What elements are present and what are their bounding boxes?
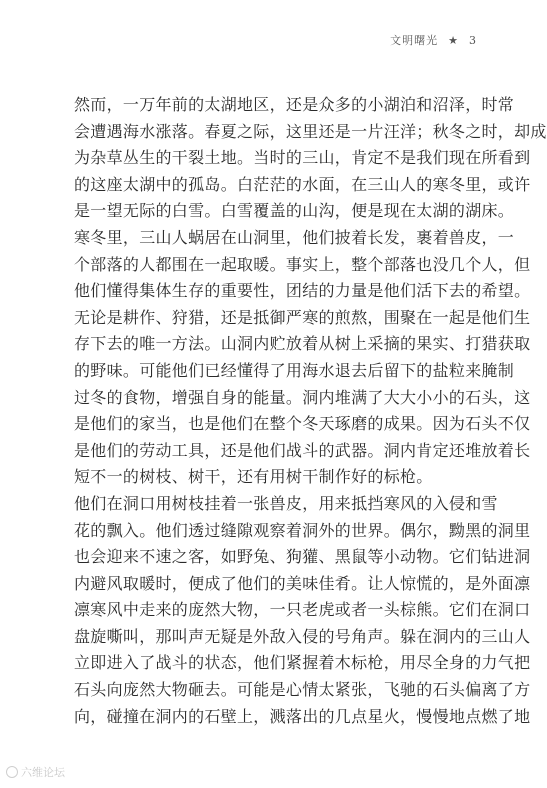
chapter-title: 文明曙光 [390, 34, 439, 47]
text-line: 是一望无际的白雪。白雪覆盖的山沟，便是现在太湖的湖床。 [74, 201, 515, 221]
text-line: 他们在洞口用树枝挂着一张兽皮，用来抵挡寒风的入侵和雪 [74, 493, 498, 513]
text-line: 个部落的人都围在一起取暖。事实上，整个部落也没几个人，但 [74, 254, 531, 274]
text-line: 内避风取暖时，便成了他们的美味佳肴。让人惊慌的，是外面凛 [74, 573, 531, 593]
text-line: 是他们的家当，也是他们在整个冬天琢磨的成果。因为石头不仅 [74, 414, 531, 434]
text-line: 短不一的树枝、树干，还有用树干制作好的标枪。 [74, 467, 433, 487]
text-line: 过冬的食物，增强自身的能量。洞内堆满了大大小小的石头，这 [74, 387, 531, 407]
star-separator-icon: ★ [448, 33, 459, 47]
paragraph-3 [74, 491, 531, 730]
text-line: 存下去的唯一方法。山洞内贮放着从树上采摘的果实、打猎获取 [74, 334, 531, 354]
text-line: 盘旋嘶叫，那叫声无疑是外敌入侵的号角声。躲在洞内的三山人 [74, 626, 531, 646]
text-line: 为杂草丛生的干裂土地。当时的三山，肯定不是我们现在所看到 [74, 148, 531, 168]
watermark-logo-icon [6, 766, 18, 778]
paragraph-1 [74, 92, 547, 225]
text-line: 凛寒风中走来的庞然大物，一只老虎或者一头棕熊。它们在洞口 [74, 600, 531, 620]
page-number: 3 [469, 33, 477, 47]
body-text [74, 92, 547, 730]
watermark-text: 六维论坛 [21, 766, 65, 779]
text-line: 石头向庞然大物砸去。可能是心情太紧张，飞驰的石头偏离了方 [74, 680, 531, 700]
running-head [390, 32, 477, 48]
text-line: 会遭遇海水涨落。春夏之际，这里还是一片汪洋；秋冬之时，却成 [74, 121, 547, 141]
text-line: 是他们的劳动工具，还是他们战斗的武器。洞内肯定还堆放着长 [74, 440, 531, 460]
text-line: 寒冬里，三山人蜗居在山洞里，他们披着长发，裹着兽皮，一 [74, 227, 515, 247]
text-line: 然而，一万年前的太湖地区，还是众多的小湖泊和沼泽，时常 [74, 95, 515, 114]
text-line: 花的飘入。他们透过缝隙观察着洞外的世界。偶尔，黝黑的洞里 [74, 520, 531, 540]
text-line: 他们懂得集体生存的重要性，团结的力量是他们活下去的希望。 [74, 281, 531, 301]
watermark [6, 764, 65, 780]
text-line: 也会迎来不速之客，如野兔、狗獾、黑鼠等小动物。它们钻进洞 [74, 547, 531, 567]
text-line: 的这座太湖中的孤岛。白茫茫的水面，在三山人的寒冬里，或许 [74, 174, 531, 194]
paragraph-2 [74, 225, 531, 491]
text-line: 向，碰撞在洞内的石壁上，溅落出的几点星火，慢慢地点燃了地 [74, 706, 531, 726]
text-line: 立即进入了战斗的状态，他们紧握着木标枪，用尽全身的力气把 [74, 653, 531, 673]
text-line: 无论是耕作、狩猎，还是抵御严寒的煎熬，围聚在一起是他们生 [74, 307, 531, 327]
text-line: 的野味。可能他们已经懂得了用海水退去后留下的盐粒来腌制 [74, 360, 515, 380]
